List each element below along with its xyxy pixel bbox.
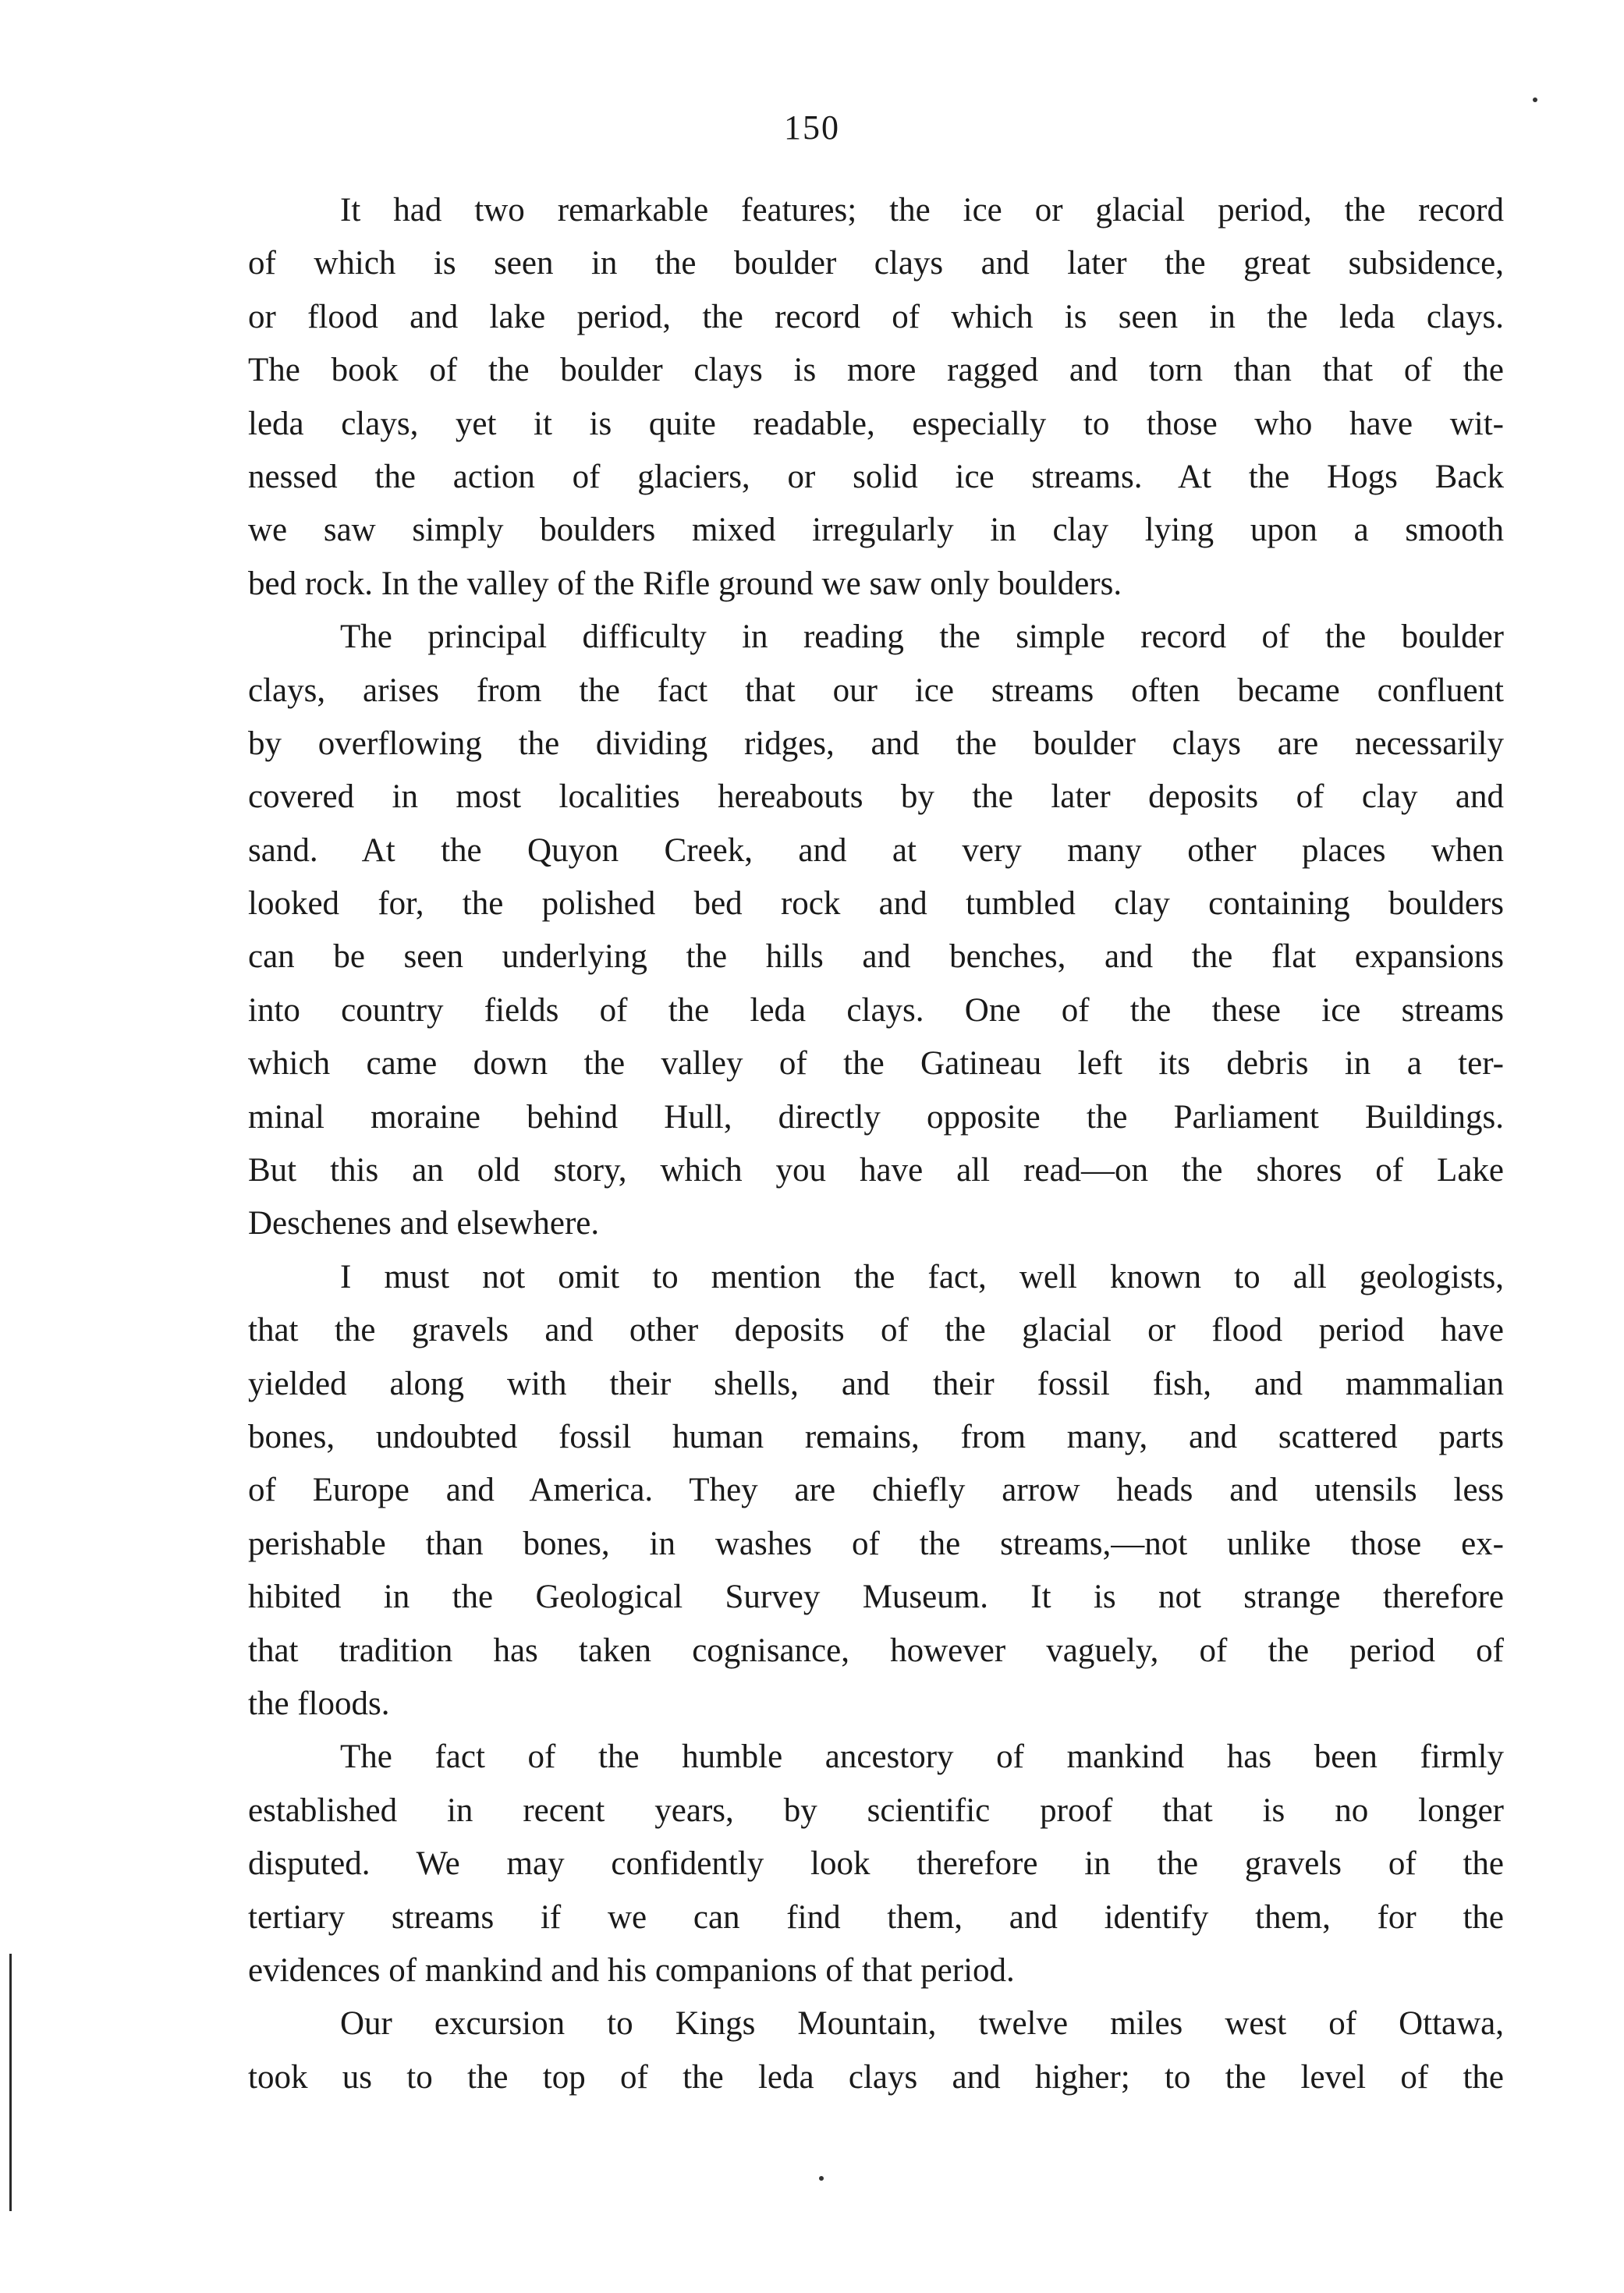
- paragraph-3-line-4: bones, undoubted fossil human remains, from many, and scattered parts: [248, 1418, 1504, 1455]
- paragraph-2-line-6: looked for, the polished bed rock and tumbled clay containing boulders: [248, 885, 1504, 923]
- page-number: 150: [784, 108, 840, 147]
- paragraph-2-line-2: clays, arises from the fact that our ice streams often became confluent: [248, 672, 1504, 709]
- paragraph-3-line-8: that tradition has taken cognisance, however vaguely, of the period of: [248, 1632, 1504, 1669]
- paragraph-2-line-5: sand. At the Quyon Creek, and at very many other places when: [248, 831, 1504, 869]
- paragraph-4-line-1: The fact of the humble ancestory of mankind has been firmly: [340, 1738, 1504, 1776]
- paragraph-2-line-10: minal moraine behind Hull, directly opposite the Parliament Buildings.: [248, 1098, 1504, 1136]
- paragraph-2-line-1: The principal difficulty in reading the simple record of the boulder: [340, 618, 1504, 656]
- paragraph-3-line-9: the floods.: [248, 1685, 390, 1722]
- scan-speck: [819, 2176, 824, 2181]
- paragraph-2-line-7: can be seen underlying the hills and benches, and the flat expansions: [248, 938, 1504, 976]
- paragraph-1-line-6: nessed the action of glaciers, or solid ice streams. At the Hogs Back: [248, 458, 1504, 495]
- paragraph-4-line-2: established in recent years, by scientific proof that is no longer: [248, 1792, 1504, 1829]
- paragraph-3-line-5: of Europe and America. They are chiefly arrow heads and utensils less: [248, 1472, 1504, 1509]
- paragraph-4-line-3: disputed. We may confidently look therefore in the gravels of the: [248, 1845, 1504, 1883]
- paragraph-5-line-1: Our excursion to Kings Mountain, twelve miles west of Ottawa,: [340, 2005, 1504, 2043]
- paragraph-2-line-11: But this an old story, which you have all read—on the shores of Lake: [248, 1152, 1504, 1189]
- paragraph-2-line-9: which came down the valley of the Gatineau left its debris in a ter-: [248, 1045, 1504, 1083]
- paragraph-3-line-1: I must not omit to mention the fact, well known to all geologists,: [340, 1258, 1504, 1295]
- paragraph-1-line-4: The book of the boulder clays is more ragged and torn than that of the: [248, 352, 1504, 389]
- paragraph-1-line-3: or flood and lake period, the record of which is seen in the leda clays.: [248, 298, 1504, 335]
- paragraph-1-line-7: we saw simply boulders mixed irregularly in clay lying upon a smooth: [248, 512, 1504, 549]
- paragraph-5-line-2: took us to the top of the leda clays and higher; to the level of the: [248, 2058, 1504, 2096]
- body-text: [248, 184, 1504, 2104]
- paragraph-1-line-8: bed rock. In the valley of the Rifle ground we saw only boulders.: [248, 565, 1122, 602]
- paragraph-1-line-5: leda clays, yet it is quite readable, especially to those who have wit-: [248, 405, 1504, 442]
- paragraph-1-line-2: of which is seen in the boulder clays and later the great subsidence,: [248, 245, 1504, 282]
- paragraph-4-line-5: evidences of mankind and his companions of that period.: [248, 1951, 1015, 1989]
- paragraph-2-line-4: covered in most localities hereabouts by the later deposits of clay and: [248, 778, 1504, 816]
- scan-margin-rule: [9, 1954, 12, 2211]
- paragraph-4-line-4: tertiary streams if we can find them, and identify them, for the: [248, 1898, 1504, 1936]
- paragraph-3-line-7: hibited in the Geological Survey Museum. It is not strange therefore: [248, 1579, 1504, 1616]
- paragraph-3-line-2: that the gravels and other deposits of the glacial or flood period have: [248, 1312, 1504, 1349]
- paragraph-2-line-12: Deschenes and elsewhere.: [248, 1205, 600, 1242]
- paragraph-3-line-3: yielded along with their shells, and their fossil fish, and mammalian: [248, 1365, 1504, 1402]
- paragraph-2-line-3: by overflowing the dividing ridges, and the boulder clays are necessarily: [248, 725, 1504, 762]
- paragraph-1-line-1: It had two remarkable features; the ice or glacial period, the record: [340, 192, 1504, 229]
- paragraph-3-line-6: perishable than bones, in washes of the streams,—not unlike those ex-: [248, 1525, 1504, 1562]
- paragraph-2-line-8: into country fields of the leda clays. One of the these ice streams: [248, 991, 1504, 1029]
- scan-speck: [1533, 97, 1537, 102]
